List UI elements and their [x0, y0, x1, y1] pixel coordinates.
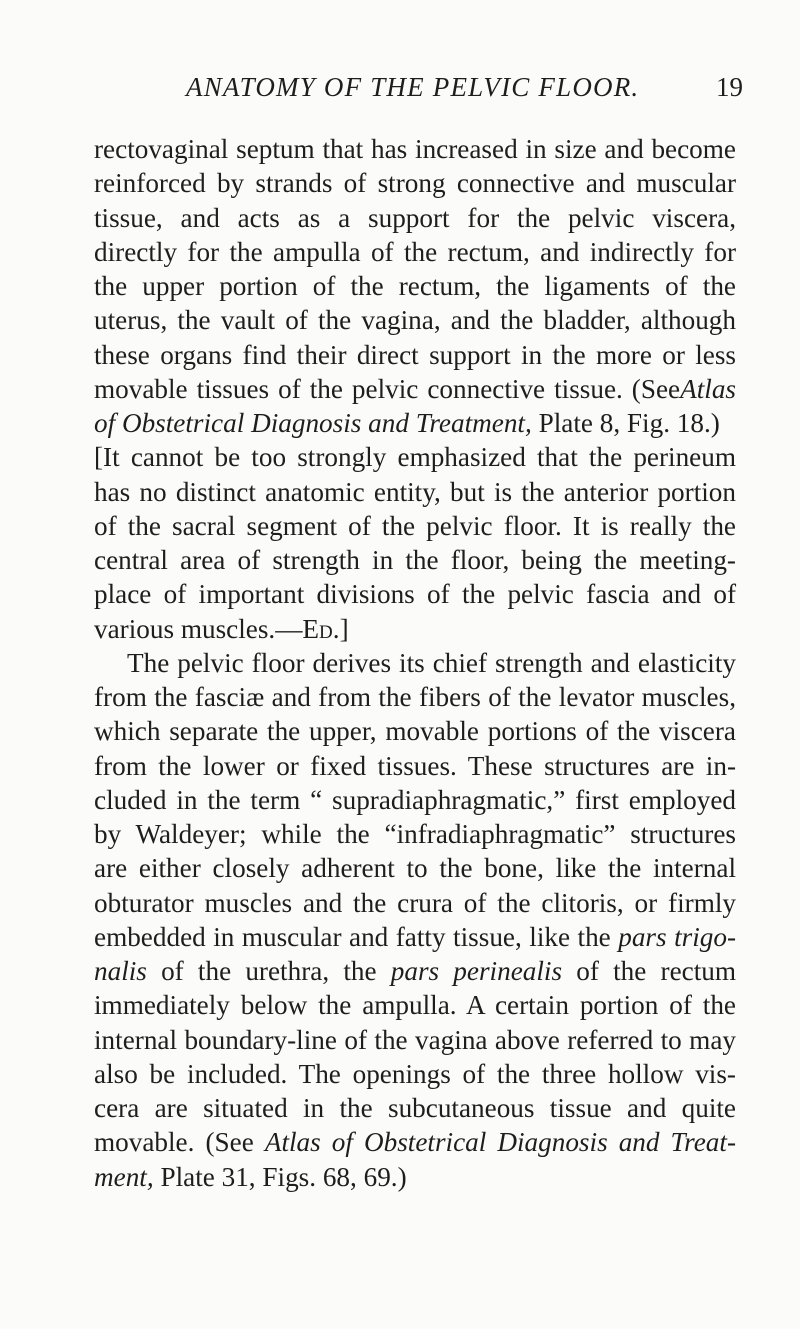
- text-line: ment, Plate 31, Figs. 68, 69.): [94, 1161, 407, 1192]
- text-line: uterus, the vault of the vagina, and the bladder, although: [94, 305, 736, 336]
- page-header: [0, 72, 800, 112]
- text-line: of the sacral segment of the pelvic floor. It is really the: [94, 510, 736, 541]
- text-line: immediately below the ampulla. A certain portion of the: [94, 990, 736, 1021]
- text-line: by Waldeyer; while the “infradiaphragmatic” structures: [94, 819, 736, 849]
- text-line: rectovaginal septum that has increased in size and become: [94, 134, 736, 164]
- text-line: from the lower or fixed tissues. These structures are in-: [94, 750, 736, 781]
- text-line: movable. (See Atlas of Obstetrical Diagnosis and Treat-: [94, 1127, 736, 1158]
- text-line: also be included. The openings of the three hollow vis-: [94, 1058, 736, 1089]
- citation-italic: ment,: [94, 1161, 154, 1192]
- text-line: from the fasciæ and from the fibers of the levator muscles,: [94, 682, 736, 712]
- latin-term: nalis: [94, 956, 147, 986]
- text-line: place of important divisions of the pelvic fascia and of: [94, 579, 736, 610]
- text-line: which separate the upper, movable portions of the viscera: [94, 716, 736, 747]
- text-line: embedded in muscular and fatty tissue, like the pars trigo-: [94, 921, 737, 952]
- text-line: internal boundary-line of the vagina above referred to may: [94, 1024, 736, 1055]
- text-line: tissue, and acts as a support for the pelvic viscera,: [94, 202, 736, 233]
- text-line: these organs find their direct support in the more or less: [94, 339, 736, 370]
- running-head: ANATOMY OF THE PELVIC FLOOR.: [186, 72, 640, 102]
- body-text: [94, 132, 736, 1194]
- text-line: The pelvic floor derives its chief strength and elasticity: [127, 647, 736, 678]
- citation-italic: Atlas: [680, 373, 736, 404]
- text-line: central area of strength in the floor, being the meeting-: [94, 545, 736, 575]
- text-line: [It cannot be too strongly emphasized that the perineum: [94, 442, 736, 473]
- editor-mark: Ed.: [302, 613, 340, 644]
- text-line: of Obstetrical Diagnosis and Treatment, Plate 8, Fig. 18.): [94, 408, 720, 438]
- text-line: cluded in the term “ supradiaphragmatic,” first employed: [94, 784, 736, 815]
- text-line: obturator muscles and the crura of the clitoris, or firmly: [94, 887, 736, 918]
- citation-italic: Atlas of Obstetrical Diagnosis and Treat-: [264, 1127, 736, 1158]
- page-number: 19: [716, 72, 743, 102]
- text-line: cera are situated in the subcutaneous tissue and quite: [94, 1093, 736, 1123]
- latin-term: pars perinealis: [390, 956, 563, 986]
- citation-italic: of Obstetrical Diagnosis and Treatment,: [94, 408, 532, 438]
- text-line: movable tissues of the pelvic connective tissue. (SeeAtlas: [94, 373, 736, 404]
- text-line: various muscles.—Ed.]: [94, 613, 349, 644]
- latin-term: pars trigo-: [618, 921, 737, 952]
- text-line: nalis of the urethra, the pars perinealis of the rectum: [94, 956, 736, 986]
- text-line: directly for the ampulla of the rectum, and indirectly for: [94, 236, 736, 267]
- text-line: the upper portion of the rectum, the ligaments of the: [94, 271, 736, 301]
- text-line: has no distinct anatomic entity, but is the anterior portion: [94, 476, 736, 507]
- text-line: reinforced by strands of strong connective and muscular: [94, 168, 736, 199]
- text-line: are either closely adherent to the bone, like the internal: [94, 853, 736, 884]
